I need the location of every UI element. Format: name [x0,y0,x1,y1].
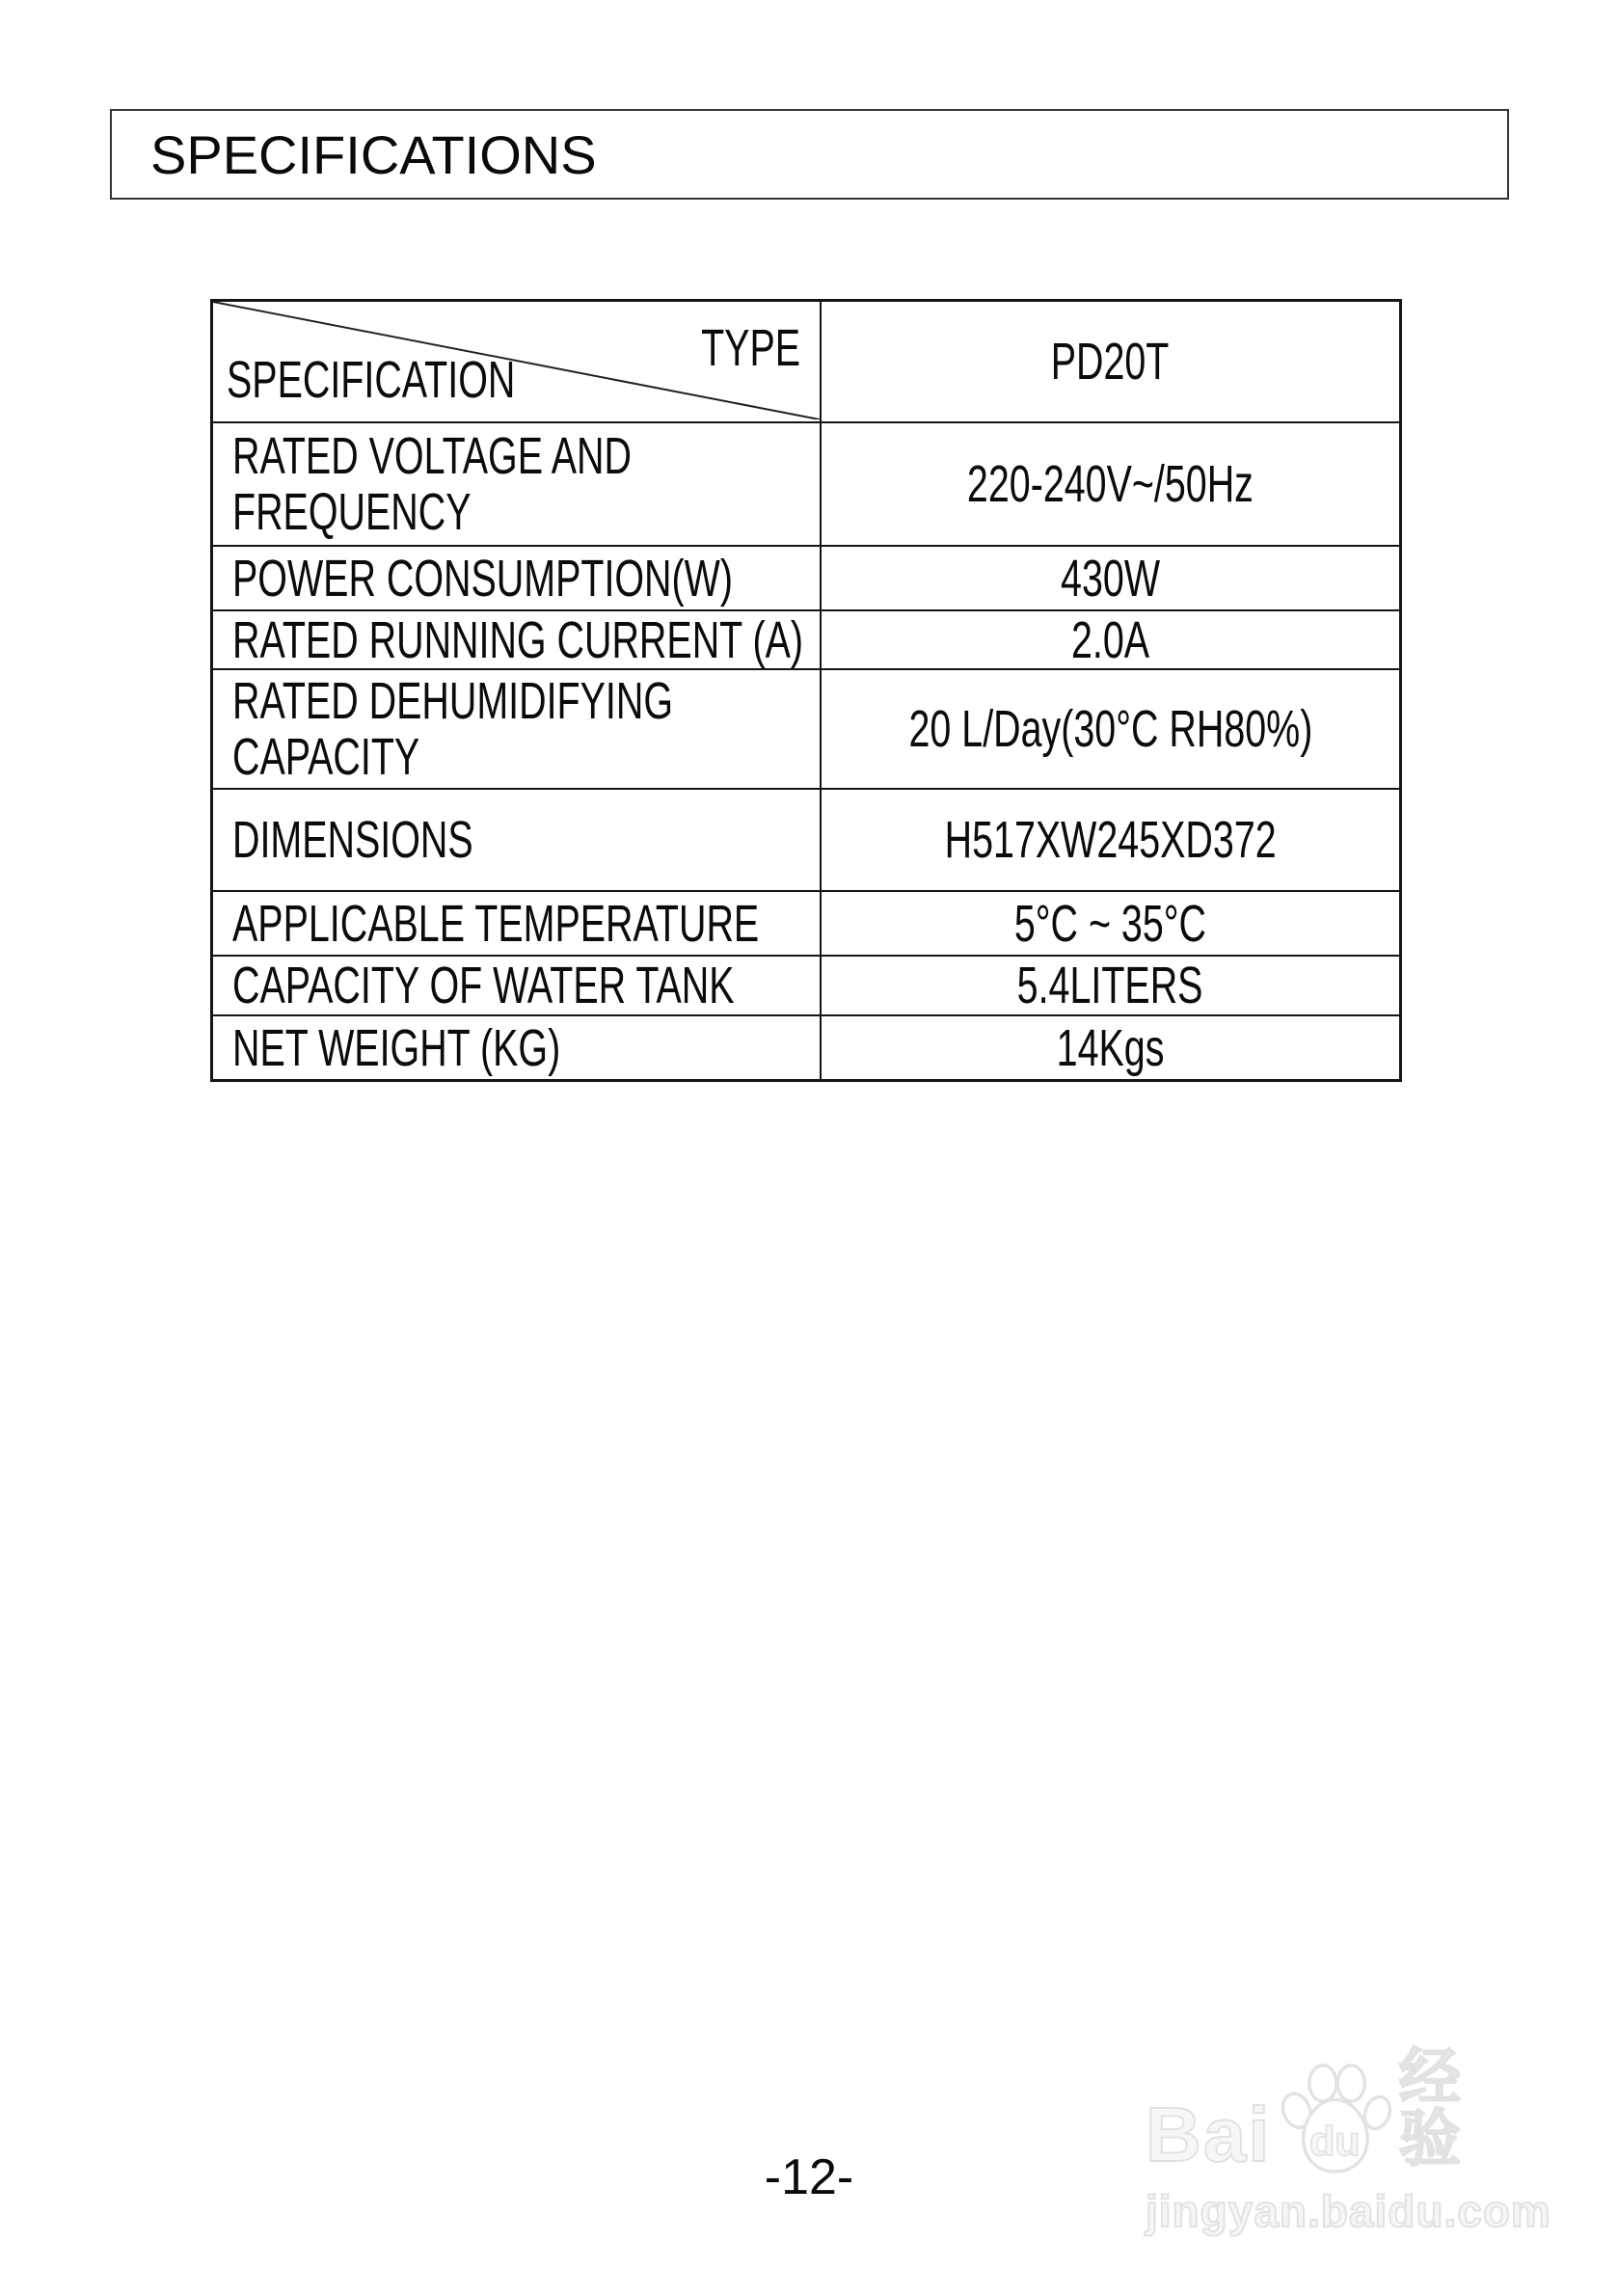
spec-table [210,299,1402,1082]
spec-value-cell [822,611,1399,668]
header-corner-cell [213,302,822,421]
table-row [213,609,1399,668]
spec-value-cell [822,892,1399,955]
baidu-jingyan-watermark [1146,2042,1551,2237]
spec-label-line: APPLICABLE TEMPERATURE [232,894,760,953]
spec-value-cell [822,547,1399,609]
spec-value: H517XW245XD372 [944,811,1277,869]
model-value: PD20T [1051,333,1170,391]
header-model-cell [822,302,1399,421]
spec-value: 220-240V~/50Hz [967,455,1254,513]
spec-label-cell [213,670,822,788]
spec-label-line: RATED RUNNING CURRENT (A) [232,610,804,669]
spec-label-line: CAPACITY [232,728,420,786]
spec-value-cell [822,790,1399,890]
spec-label-cell [213,892,822,955]
spec-label-line: RATED DEHUMIDIFYING [232,672,673,730]
table-row [213,545,1399,609]
page-title: SPECIFICATIONS [150,123,597,185]
table-row [213,421,1399,545]
spec-value-cell [822,670,1399,788]
table-row [213,668,1399,788]
spec-value: 5.4LITERS [1017,957,1203,1014]
header-specification-label: SPECIFICATION [227,351,516,409]
table-header-row [213,302,1399,421]
table-row [213,955,1399,1014]
spec-value: 2.0A [1070,610,1150,669]
baidu-paw-icon [1274,2062,1393,2181]
spec-value: 430W [1060,549,1160,608]
table-row [213,1014,1399,1079]
watermark-jingyan-text: 经验 [1398,2042,1465,2174]
spec-value-cell [822,957,1399,1014]
page-number: -12- [764,2149,854,2205]
spec-value-cell [822,423,1399,545]
spec-label-cell [213,611,822,668]
spec-label-cell [213,1016,822,1079]
spec-value: 5°C ~ 35°C [1013,894,1207,953]
spec-label-cell [213,547,822,609]
watermark-site-url: jingyan.baidu.com [1146,2186,1551,2236]
watermark-du-text: du [1308,2119,1361,2166]
spec-label-cell [213,790,822,890]
spec-value: 20 L/Day(30°C RH80%) [908,700,1312,758]
spec-label-line: FREQUENCY [232,483,472,541]
spec-label-line: DIMENSIONS [232,811,473,869]
spec-rows [213,421,1399,1079]
spec-label-cell [213,957,822,1014]
spec-label-line: CAPACITY OF WATER TANK [232,957,735,1014]
spec-value-cell [822,1016,1399,1079]
header-type-label: TYPE [701,319,800,377]
spec-label-line: POWER CONSUMPTION(W) [232,549,733,608]
spec-label-cell [213,423,822,545]
spec-label-line: RATED VOLTAGE AND [232,427,632,485]
table-row [213,788,1399,890]
specifications-title-box [110,109,1509,200]
watermark-bai-text: Bai [1146,2092,1272,2177]
spec-value: 14Kgs [1056,1019,1165,1077]
spec-label-line: NET WEIGHT (KG) [232,1018,561,1077]
table-row [213,890,1399,955]
watermark-brand-row [1146,2042,1526,2179]
